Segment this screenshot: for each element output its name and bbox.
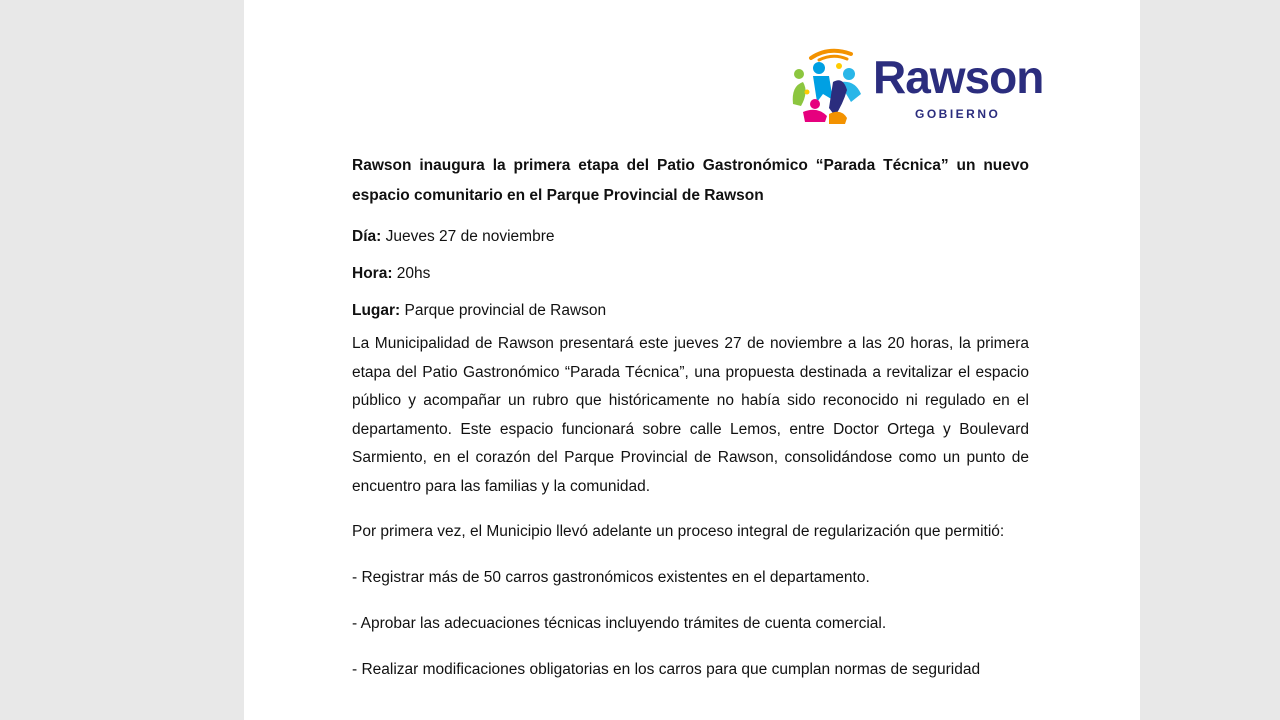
- detail-day-value: Jueves 27 de noviembre: [381, 228, 555, 245]
- detail-day-label: Día:: [352, 228, 382, 245]
- document-body: [352, 151, 1029, 702]
- logo-wordmark: Rawson: [873, 51, 1044, 103]
- detail-place-value: Parque provincial de Rawson: [400, 302, 607, 319]
- detail-place: [352, 301, 1029, 321]
- detail-time-value: 20hs: [392, 265, 431, 282]
- paragraph-intro: La Municipalidad de Rawson presentará este jueves 27 de noviembre a las 20 horas, la primera etapa del Patio Gastronómico “Parada Técnica”, una propuesta destinada a revitalizar el espacio público y acompañar un rubro que históricamente no había sido reconocido ni regulado en el departamento. Este espacio funcionará sobre calle Lemos, entre Doctor Ortega y Boulevard Sarmiento, en el corazón del Parque Provincial de Rawson, consolidándose como un punto de encuentro para las familias y la comunidad.: [352, 335, 1029, 495]
- paragraph-regularization: Por primera vez, el Municipio llevó adelante un proceso integral de regularización que permitió:: [352, 523, 1005, 540]
- detail-time: [352, 264, 1029, 284]
- document-title: Rawson inaugura la primera etapa del Patio Gastronómico “Parada Técnica” un nuevo espacio comunitario en el Parque Provincial de Rawson: [352, 157, 1029, 204]
- detail-day: [352, 227, 1029, 247]
- detail-place-label: Lugar:: [352, 302, 401, 319]
- list-item: - Aprobar las adecuaciones técnicas incluyendo trámites de cuenta comercial.: [352, 614, 887, 632]
- list-item: - Registrar más de 50 carros gastronómicos existentes en el departamento.: [352, 568, 870, 586]
- rawson-logo-mark-icon: [789, 46, 869, 126]
- rawson-logo: [789, 46, 1059, 126]
- detail-time-label: Hora:: [352, 265, 393, 282]
- document-page: [244, 0, 1140, 720]
- list-item: - Realizar modificaciones obligatorias en los carros para que cumplan normas de seguridad: [352, 660, 981, 678]
- logo-subtitle: GOBIERNO: [915, 107, 1001, 121]
